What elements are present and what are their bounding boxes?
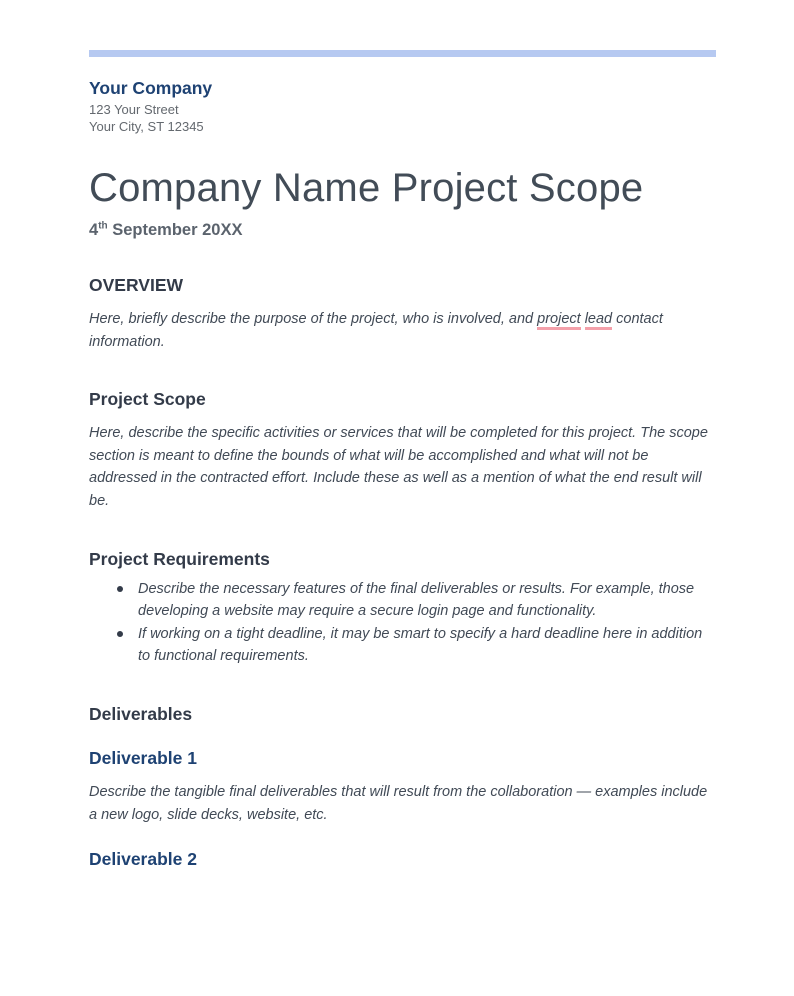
date-day: 4 (89, 221, 99, 239)
section-project-requirements (89, 549, 716, 668)
project-scope-paragraph: Here, describe the specific activities or services that will be completed for this project. The scope section is meant to define the bounds of what will be accomplished and what will not be addressed in the contracted effort. Include these as well as a mention of what the end result will be. (89, 425, 708, 509)
deliverable-item (89, 849, 716, 870)
underlined-word-project: project (537, 311, 581, 330)
document-content (0, 78, 794, 870)
letterhead (89, 78, 716, 135)
address-line-2: Your City, ST 12345 (89, 118, 204, 134)
deliverables-heading: Deliverables (89, 703, 193, 724)
section-deliverables (89, 704, 716, 870)
accent-bar (89, 50, 716, 57)
company-address (89, 102, 716, 135)
section-overview (89, 275, 716, 353)
list-item (89, 623, 716, 668)
address-line-1: 123 Your Street (89, 102, 179, 117)
overview-text-before: Here, briefly describe the purpose of the project, who is involved, and (89, 311, 538, 327)
overview-paragraph (89, 308, 716, 353)
bullet-icon (117, 586, 123, 592)
deliverable-1-subheading: Deliverable 1 (89, 747, 197, 768)
overview-text-after: contact information. (89, 311, 663, 350)
date-rest: September 20XX (107, 221, 243, 239)
project-scope-heading: Project Scope (89, 389, 206, 410)
requirements-list (89, 578, 716, 668)
underlined-word-lead: lead (585, 311, 612, 330)
date-ordinal-suffix: th (98, 220, 108, 232)
project-requirements-heading: Project Requirements (89, 548, 270, 569)
deliverable-1-paragraph: Describe the tangible final deliverables that will result from the collaboration — examples include a new logo, slide decks, website, etc. (89, 783, 708, 823)
list-item-text: Describe the necessary features of the final deliverables or results. For example, those developing a website may require a secure login page and functionality. (138, 580, 695, 620)
overview-heading: OVERVIEW (89, 275, 184, 295)
document-date (89, 220, 716, 241)
deliverable-2-subheading: Deliverable 2 (89, 849, 197, 870)
section-project-scope (89, 389, 716, 512)
company-name: Your Company (89, 78, 213, 98)
bullet-icon (117, 631, 123, 637)
document-title: Company Name Project Scope (89, 166, 644, 210)
list-item-text: If working on a tight deadline, it may be smart to specify a hard deadline here in addition to functional requirements. (138, 625, 703, 665)
deliverable-item (89, 748, 716, 826)
list-item (89, 578, 716, 623)
